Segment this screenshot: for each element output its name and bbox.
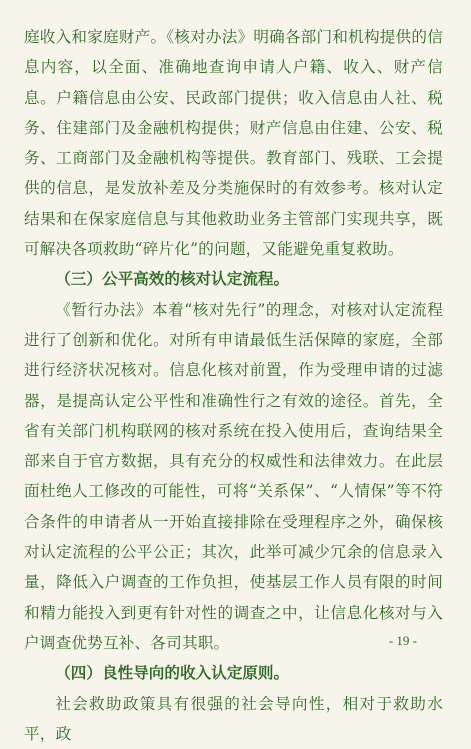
section-heading-3: （三）公平高效的核对认定流程。 xyxy=(55,269,290,289)
paragraph-verification-process: 《暂行办法》本着“核对先行”的理念，对核对认定流程进行了创新和优化。对所有申请最低生活保障的家庭，全部进行经济状况核对。信息化核对前置，作为受理申请的过滤器，是提高认定公平性和准确性行之有效的途径。首先，全省有关部门机构联网的核对系统在投入使用后，查询结果全部来自于官方数据，具有充分的权威性和法律效力。在此层面杜绝人工修改的可能性，可将“关系保”、“人情保”等不符合条件的申请者从一开始直接排除在受理程序之外，确保核对认定流程的公平公正；其次，此举可减少冗余的信息录入量，降低入户调查的工作负担，使基层工作人员有限的时间和精力能投入到更有针对性的调查之中，让信息化核对与入户调查优势互补、各司其职。 xyxy=(24,300,443,652)
paragraph-household-info: 庭收入和家庭财产。《核对办法》明确各部门和机构提供的信息内容，以全面、准确地查询申请人户籍、收入、财产信息。户籍信息由公安、民政部门提供；收入信息由人社、税务、住建部门及金融机构提供；财产信息由住建、公安、税务、工商部门及金融机构等提供。教育部门、残联、工会提供的信息，是发放补差及分类施保时的有效参考。核对认定结果和在保家庭信息与其他救助业务主管部门实现共享，既可解决各项救助“碎片化”的问题，又能避免重复救助。 xyxy=(24,28,443,259)
paragraph-social-assistance: 社会救助政策具有很强的社会导向性，相对于救助水平，政 xyxy=(24,694,443,743)
section-heading-4: （四）良性导向的收入认定原则。 xyxy=(55,663,290,683)
page-number: - 19 - xyxy=(388,633,417,648)
